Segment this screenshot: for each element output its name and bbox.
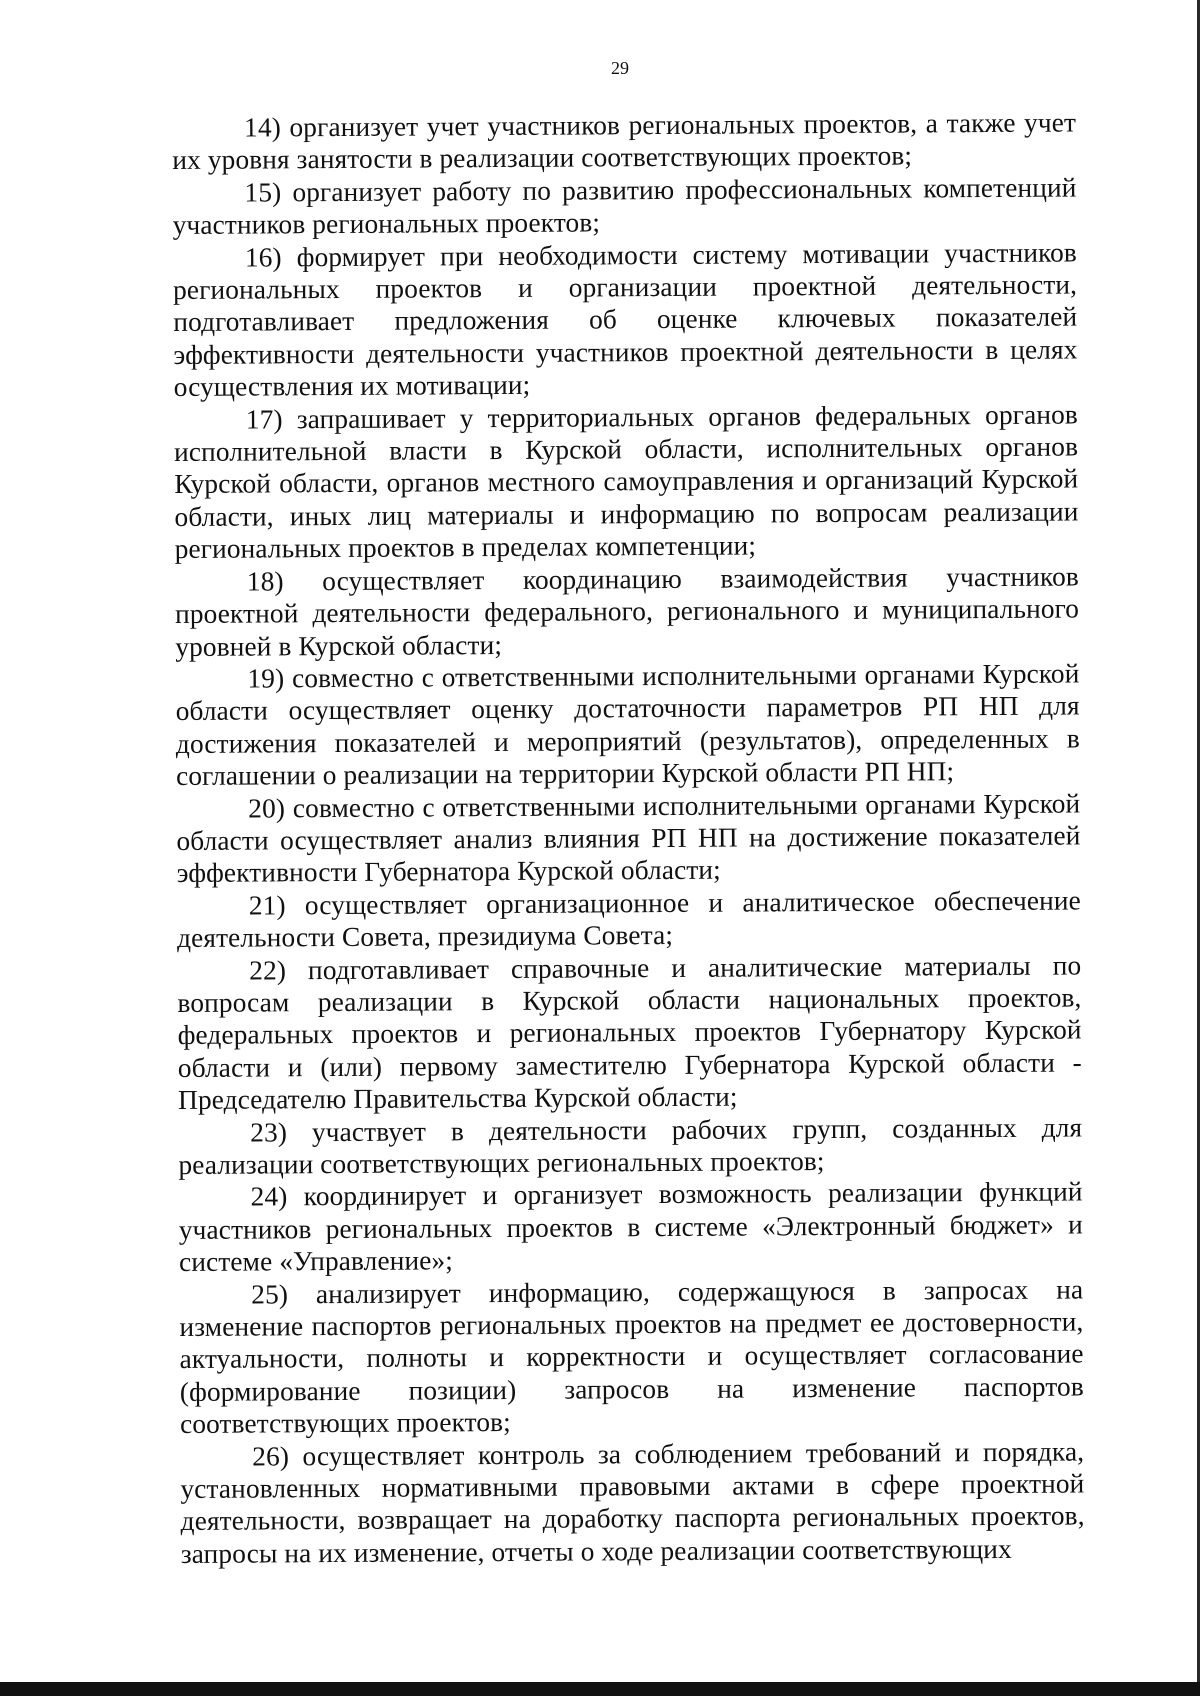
- paragraph-item-18: 18) осуществляет координацию взаимодействия участников проектной деятельности федерального, регионального и муниципального уровней в Курской области;: [174, 561, 1080, 662]
- paragraph-item-15: 15) организует работу по развитию профессиональных компетенций участников региональных проектов;: [172, 172, 1077, 241]
- document-body: [172, 106, 1085, 1570]
- paragraph-item-20: 20) совместно с ответственными исполнительными органами Курской области осуществляет анализ влияния РП НП на достижение показателей эффективности Губернатора Курской области;: [176, 787, 1081, 889]
- scan-bottom-edge: [0, 1682, 1200, 1696]
- paragraph-item-24: 24) координирует и организует возможность реализации функций участников региональных проектов в системе «Электронный бюджет» и системе «Управление»;: [178, 1176, 1083, 1278]
- page-number: 29: [611, 58, 629, 78]
- paragraph-item-17: 17) запрашивает у территориальных органов федеральных органов исполнительной власти в Курской области, исполнительных органов Курской области, органов местного самоуправления и организаций Курской области, иных лиц материалы и информацию по вопросам реализации региональных проектов в пределах компетенции;: [173, 399, 1079, 565]
- paragraph-item-14: 14) организует учет участников региональных проектов, а также учет их уровня занятости в реализации соответствующих проектов;: [172, 107, 1077, 176]
- paragraph-item-25: 25) анализирует информацию, содержащуюся в запросах на изменение паспортов региональных проектов на предмет ее достоверности, актуальности, полноты и корректности и осуществляет согласование (формирование позиции) запросов на изменение паспортов соответствующих проектов;: [179, 1274, 1084, 1440]
- paragraph-item-26: 26) осуществляет контроль за соблюдением требований и порядка, установленных нормативными правовыми актами в сфере проектной деятельности, возвращает на доработку паспорта региональных проектов, запросы на их изменение, отчеты о ходе реализации соответствующих: [180, 1436, 1085, 1569]
- paragraph-item-16: 16) формирует при необходимости систему мотивации участников региональных проектов и организации проектной деятельности, подготавливает предложения об оценке ключевых показателей эффективности деятельности участников проектной деятельности в целях осуществления их мотивации;: [172, 237, 1078, 403]
- paragraph-item-19: 19) совместно с ответственными исполнительными органами Курской области осуществляет оценку достаточности параметров РП НП для достижения показателей и мероприятий (результатов), определенных в соглашении о реализации на территории Курской области РП НП;: [175, 658, 1080, 792]
- paragraph-item-21: 21) осуществляет организационное и аналитическое обеспечение деятельности Совета, президиума Совета;: [176, 885, 1081, 954]
- paragraph-item-23: 23) участвует в деятельности рабочих групп, созданных для реализации соответствующих региональных проектов;: [178, 1112, 1083, 1180]
- paragraph-item-22: 22) подготавливает справочные и аналитические материалы по вопросам реализации в Курской области национальных проектов, федеральных проектов и региональных проектов Губернатору Курской области и (или) первому заместителю Губернатора Курской области - Председателю Правительства Курской области;: [177, 950, 1082, 1116]
